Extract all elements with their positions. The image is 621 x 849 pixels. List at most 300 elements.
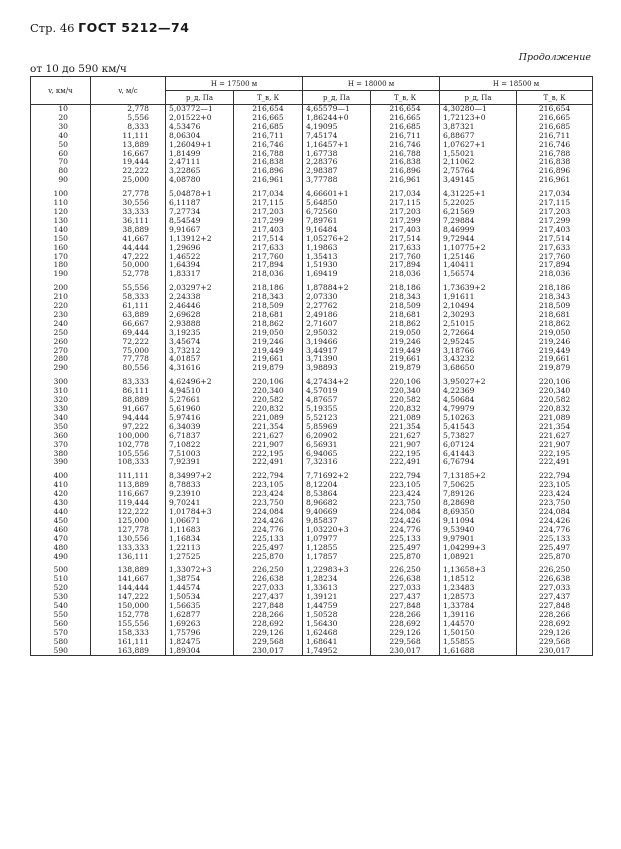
speed-ms-cell: 66,667 [91, 320, 166, 329]
speed-kmh-cell: 570 [31, 629, 91, 638]
pd-18500-cell: 1,44570 [440, 620, 517, 629]
t-18500-cell: 216,961 [517, 176, 593, 185]
pd-17500-cell: 5,03772—1 [166, 105, 234, 114]
t-17500-cell: 227,437 [234, 593, 303, 602]
pd-18000-cell: 6,94065 [303, 450, 371, 459]
pd-17500-cell: 4,31616 [166, 364, 234, 373]
table-row [31, 338, 593, 347]
col-t: T_в, К [517, 91, 593, 105]
pd-18500-cell: 7,89126 [440, 490, 517, 499]
table-row [31, 217, 593, 226]
pd-18500-cell: 6,76794 [440, 458, 517, 467]
t-18000-cell: 217,633 [371, 244, 440, 253]
pd-18500-cell: 5,41543 [440, 423, 517, 432]
pd-18000-cell: 1,33613 [303, 584, 371, 593]
t-18000-cell: 230,017 [371, 647, 440, 656]
table-row [31, 432, 593, 441]
t-18000-cell: 222,491 [371, 458, 440, 467]
pd-17500-cell: 7,10822 [166, 441, 234, 450]
speed-range: от 10 до 590 км/ч [30, 63, 127, 75]
pd-18500-cell: 1,13658+3 [440, 561, 517, 575]
t-18000-cell: 221,907 [371, 441, 440, 450]
speed-kmh-cell: 460 [31, 526, 91, 535]
t-18000-cell: 223,105 [371, 481, 440, 490]
pd-18000-cell: 2,27762 [303, 302, 371, 311]
table-row [31, 141, 593, 150]
pd-17500-cell: 5,04878+1 [166, 185, 234, 199]
pd-17500-cell: 1,82475 [166, 638, 234, 647]
pd-17500-cell: 4,08780 [166, 176, 234, 185]
t-18000-cell: 225,870 [371, 553, 440, 562]
pd-18000-cell: 5,85969 [303, 423, 371, 432]
t-18000-cell: 227,848 [371, 602, 440, 611]
speed-kmh-cell: 320 [31, 396, 91, 405]
speed-kmh-cell: 340 [31, 414, 91, 423]
pd-18000-cell: 1,86244+0 [303, 114, 371, 123]
page-number: Стр. 46 [30, 21, 75, 35]
speed-kmh-cell: 110 [31, 199, 91, 208]
table-row [31, 123, 593, 132]
t-18500-cell: 217,403 [517, 226, 593, 235]
speed-ms-cell: 86,111 [91, 387, 166, 396]
speed-ms-cell: 97,222 [91, 423, 166, 432]
t-18000-cell: 217,760 [371, 253, 440, 262]
t-18000-cell: 229,126 [371, 629, 440, 638]
t-18000-cell: 225,497 [371, 544, 440, 553]
pd-18000-cell: 1,62468 [303, 629, 371, 638]
t-18500-cell: 226,638 [517, 575, 593, 584]
table-row [31, 355, 593, 364]
t-18000-cell: 217,894 [371, 261, 440, 270]
speed-ms-cell: 136,111 [91, 553, 166, 562]
speed-kmh-cell: 540 [31, 602, 91, 611]
t-18000-cell: 229,568 [371, 638, 440, 647]
pd-17500-cell: 2,03297+2 [166, 279, 234, 293]
t-18000-cell: 217,514 [371, 235, 440, 244]
t-18500-cell: 216,788 [517, 150, 593, 159]
pd-18000-cell: 1,87884+2 [303, 279, 371, 293]
t-18500-cell: 216,665 [517, 114, 593, 123]
pd-18000-cell: 9,16484 [303, 226, 371, 235]
t-18500-cell: 221,354 [517, 423, 593, 432]
pd-17500-cell: 1,01784+3 [166, 508, 234, 517]
speed-kmh-cell: 590 [31, 647, 91, 656]
speed-kmh-cell: 410 [31, 481, 91, 490]
speed-ms-cell: 102,778 [91, 441, 166, 450]
t-17500-cell: 218,862 [234, 320, 303, 329]
pd-18500-cell: 1,07627+1 [440, 141, 517, 150]
pd-18000-cell: 1,07977 [303, 535, 371, 544]
pd-18000-cell: 4,66601+1 [303, 185, 371, 199]
t-18000-cell: 219,050 [371, 329, 440, 338]
table-row [31, 320, 593, 329]
table-row [31, 364, 593, 373]
t-18000-cell: 216,665 [371, 114, 440, 123]
pd-18500-cell: 8,28698 [440, 499, 517, 508]
speed-kmh-cell: 90 [31, 176, 91, 185]
t-17500-cell: 229,126 [234, 629, 303, 638]
t-18500-cell: 216,838 [517, 158, 593, 167]
pd-18000-cell: 1,12855 [303, 544, 371, 553]
pd-17500-cell: 2,01522+0 [166, 114, 234, 123]
speed-ms-cell: 63,889 [91, 311, 166, 320]
pd-17500-cell: 1,44574 [166, 584, 234, 593]
table-row [31, 517, 593, 526]
pd-18500-cell: 2,75764 [440, 167, 517, 176]
table-row [31, 105, 593, 114]
table-row [31, 150, 593, 159]
t-18500-cell: 220,832 [517, 405, 593, 414]
table-row [31, 423, 593, 432]
t-18000-cell: 218,036 [371, 270, 440, 279]
pd-18000-cell: 4,27434+2 [303, 373, 371, 387]
t-17500-cell: 217,760 [234, 253, 303, 262]
t-18500-cell: 221,907 [517, 441, 593, 450]
speed-kmh-cell: 210 [31, 293, 91, 302]
pd-18500-cell: 1,61688 [440, 647, 517, 656]
pd-18500-cell: 3,95027+2 [440, 373, 517, 387]
pd-18500-cell: 9,11094 [440, 517, 517, 526]
t-17500-cell: 222,491 [234, 458, 303, 467]
pd-17500-cell: 1,27525 [166, 553, 234, 562]
pd-18000-cell: 1,51930 [303, 261, 371, 270]
t-17500-cell: 221,089 [234, 414, 303, 423]
pd-18500-cell: 1,56574 [440, 270, 517, 279]
pd-18500-cell: 3,18766 [440, 347, 517, 356]
speed-kmh-cell: 30 [31, 123, 91, 132]
pd-18000-cell: 1,03220+3 [303, 526, 371, 535]
table-row [31, 293, 593, 302]
table-row [31, 396, 593, 405]
pd-17500-cell: 3,19235 [166, 329, 234, 338]
speed-kmh-cell: 510 [31, 575, 91, 584]
pd-18000-cell: 8,96682 [303, 499, 371, 508]
pd-18000-cell: 3,44917 [303, 347, 371, 356]
speed-kmh-cell: 190 [31, 270, 91, 279]
pd-18500-cell: 1,08921 [440, 553, 517, 562]
pd-17500-cell: 8,34997+2 [166, 467, 234, 481]
table-row [31, 279, 593, 293]
pd-17500-cell: 5,61960 [166, 405, 234, 414]
pd-17500-cell: 8,54549 [166, 217, 234, 226]
speed-ms-cell: 133,333 [91, 544, 166, 553]
pd-18500-cell: 5,73827 [440, 432, 517, 441]
t-18500-cell: 216,685 [517, 123, 593, 132]
speed-kmh-cell: 370 [31, 441, 91, 450]
speed-ms-cell: 141,667 [91, 575, 166, 584]
t-17500-cell: 216,961 [234, 176, 303, 185]
speed-kmh-cell: 390 [31, 458, 91, 467]
t-18000-cell: 216,896 [371, 167, 440, 176]
table-row [31, 620, 593, 629]
pd-18500-cell: 5,22025 [440, 199, 517, 208]
speed-kmh-cell: 60 [31, 150, 91, 159]
speed-ms-cell: 47,222 [91, 253, 166, 262]
table-row [31, 561, 593, 575]
pd-18000-cell: 4,57019 [303, 387, 371, 396]
pd-18000-cell: 5,64850 [303, 199, 371, 208]
pd-17500-cell: 1,69263 [166, 620, 234, 629]
pd-18000-cell: 6,20902 [303, 432, 371, 441]
pd-18500-cell: 1,23483 [440, 584, 517, 593]
t-18500-cell: 218,036 [517, 270, 593, 279]
pd-18000-cell: 3,98893 [303, 364, 371, 373]
col-alt-18500: H = 18500 м [440, 77, 593, 91]
speed-ms-cell: 2,778 [91, 105, 166, 114]
speed-ms-cell: 163,889 [91, 647, 166, 656]
t-18500-cell: 227,437 [517, 593, 593, 602]
pd-17500-cell: 9,23910 [166, 490, 234, 499]
t-17500-cell: 217,403 [234, 226, 303, 235]
t-18000-cell: 221,089 [371, 414, 440, 423]
page-header [30, 20, 189, 35]
pd-18000-cell: 1,68641 [303, 638, 371, 647]
speed-kmh-cell: 500 [31, 561, 91, 575]
t-18000-cell: 219,246 [371, 338, 440, 347]
speed-ms-cell: 25,000 [91, 176, 166, 185]
table-row [31, 270, 593, 279]
speed-ms-cell: 116,667 [91, 490, 166, 499]
speed-ms-cell: 144,444 [91, 584, 166, 593]
speed-ms-cell: 150,000 [91, 602, 166, 611]
speed-kmh-cell: 70 [31, 158, 91, 167]
t-18500-cell: 227,033 [517, 584, 593, 593]
speed-kmh-cell: 420 [31, 490, 91, 499]
speed-ms-cell: 13,889 [91, 141, 166, 150]
pd-18500-cell: 8,69350 [440, 508, 517, 517]
t-17500-cell: 226,638 [234, 575, 303, 584]
pd-18000-cell: 9,85837 [303, 517, 371, 526]
speed-kmh-cell: 300 [31, 373, 91, 387]
speed-kmh-cell: 550 [31, 611, 91, 620]
speed-kmh-cell: 360 [31, 432, 91, 441]
pd-18000-cell: 1,56430 [303, 620, 371, 629]
pd-17500-cell: 7,92391 [166, 458, 234, 467]
pd-17500-cell: 1,50534 [166, 593, 234, 602]
t-17500-cell: 225,870 [234, 553, 303, 562]
t-18500-cell: 225,497 [517, 544, 593, 553]
speed-kmh-cell: 270 [31, 347, 91, 356]
speed-kmh-cell: 130 [31, 217, 91, 226]
t-17500-cell: 227,033 [234, 584, 303, 593]
pd-17500-cell: 2,69628 [166, 311, 234, 320]
col-pd: p_д, Па [166, 91, 234, 105]
pd-17500-cell: 6,71837 [166, 432, 234, 441]
speed-kmh-cell: 180 [31, 261, 91, 270]
pd-18000-cell: 8,12204 [303, 481, 371, 490]
t-18500-cell: 219,050 [517, 329, 593, 338]
speed-ms-cell: 58,333 [91, 293, 166, 302]
pd-17500-cell: 2,24338 [166, 293, 234, 302]
speed-kmh-cell: 330 [31, 405, 91, 414]
pd-17500-cell: 7,51003 [166, 450, 234, 459]
t-18500-cell: 230,017 [517, 647, 593, 656]
t-18500-cell: 223,105 [517, 481, 593, 490]
speed-ms-cell: 61,111 [91, 302, 166, 311]
pd-17500-cell: 1,83317 [166, 270, 234, 279]
t-18500-cell: 222,794 [517, 467, 593, 481]
pd-17500-cell: 1,13912+2 [166, 235, 234, 244]
t-18000-cell: 216,746 [371, 141, 440, 150]
speed-kmh-cell: 470 [31, 535, 91, 544]
t-18000-cell: 227,033 [371, 584, 440, 593]
table-row [31, 114, 593, 123]
speed-ms-cell: 130,556 [91, 535, 166, 544]
pd-17500-cell: 1,38754 [166, 575, 234, 584]
t-18500-cell: 217,514 [517, 235, 593, 244]
table-row [31, 329, 593, 338]
table-row [31, 544, 593, 553]
t-18000-cell: 223,750 [371, 499, 440, 508]
pd-18500-cell: 4,50684 [440, 396, 517, 405]
t-18000-cell: 227,437 [371, 593, 440, 602]
pd-18500-cell: 1,10775+2 [440, 244, 517, 253]
t-18000-cell: 216,838 [371, 158, 440, 167]
t-18000-cell: 224,426 [371, 517, 440, 526]
pd-18500-cell: 1,25146 [440, 253, 517, 262]
table-row [31, 450, 593, 459]
speed-kmh-cell: 580 [31, 638, 91, 647]
pd-18500-cell: 1,55855 [440, 638, 517, 647]
table-row [31, 647, 593, 656]
pd-18500-cell: 1,40411 [440, 261, 517, 270]
pd-17500-cell: 9,91667 [166, 226, 234, 235]
t-18000-cell: 218,681 [371, 311, 440, 320]
speed-kmh-cell: 140 [31, 226, 91, 235]
speed-kmh-cell: 120 [31, 208, 91, 217]
pd-18000-cell: 9,40669 [303, 508, 371, 517]
table-row [31, 490, 593, 499]
t-18500-cell: 221,089 [517, 414, 593, 423]
t-17500-cell: 217,299 [234, 217, 303, 226]
speed-ms-cell: 19,444 [91, 158, 166, 167]
t-17500-cell: 222,794 [234, 467, 303, 481]
speed-ms-cell: 5,556 [91, 114, 166, 123]
pd-17500-cell: 1,06671 [166, 517, 234, 526]
t-18500-cell: 225,133 [517, 535, 593, 544]
speed-ms-cell: 138,889 [91, 561, 166, 575]
pd-18000-cell: 1,74952 [303, 647, 371, 656]
speed-ms-cell: 94,444 [91, 414, 166, 423]
pd-18000-cell: 4,87657 [303, 396, 371, 405]
t-18000-cell: 222,195 [371, 450, 440, 459]
pd-18000-cell: 1,39121 [303, 593, 371, 602]
pd-18000-cell: 2,49186 [303, 311, 371, 320]
speed-ms-cell: 111,111 [91, 467, 166, 481]
table-row [31, 302, 593, 311]
pd-17500-cell: 2,47111 [166, 158, 234, 167]
speed-ms-cell: 50,000 [91, 261, 166, 270]
t-18500-cell: 225,870 [517, 553, 593, 562]
t-18500-cell: 220,582 [517, 396, 593, 405]
table-row [31, 481, 593, 490]
speed-kmh-cell: 260 [31, 338, 91, 347]
table-row [31, 526, 593, 535]
pd-18000-cell: 3,77788 [303, 176, 371, 185]
t-17500-cell: 220,106 [234, 373, 303, 387]
pd-17500-cell: 8,78833 [166, 481, 234, 490]
t-17500-cell: 217,514 [234, 235, 303, 244]
speed-ms-cell: 75,000 [91, 347, 166, 356]
speed-kmh-cell: 240 [31, 320, 91, 329]
t-17500-cell: 222,195 [234, 450, 303, 459]
table-row [31, 508, 593, 517]
pd-18000-cell: 7,45174 [303, 132, 371, 141]
pd-17500-cell: 6,34039 [166, 423, 234, 432]
pd-17500-cell: 4,94510 [166, 387, 234, 396]
pd-17500-cell: 1,33072+3 [166, 561, 234, 575]
col-pd: p_д, Па [303, 91, 371, 105]
pd-18500-cell: 7,29884 [440, 217, 517, 226]
t-18000-cell: 221,354 [371, 423, 440, 432]
t-17500-cell: 219,661 [234, 355, 303, 364]
t-18500-cell: 217,034 [517, 185, 593, 199]
pd-18000-cell: 3,71390 [303, 355, 371, 364]
t-18000-cell: 216,711 [371, 132, 440, 141]
t-17500-cell: 221,627 [234, 432, 303, 441]
t-17500-cell: 217,034 [234, 185, 303, 199]
pd-17500-cell: 5,97416 [166, 414, 234, 423]
table-row [31, 629, 593, 638]
pd-17500-cell: 7,27734 [166, 208, 234, 217]
t-17500-cell: 226,250 [234, 561, 303, 575]
t-18500-cell: 218,862 [517, 320, 593, 329]
pd-18000-cell: 7,32316 [303, 458, 371, 467]
pd-18500-cell: 3,43232 [440, 355, 517, 364]
table-row [31, 244, 593, 253]
speed-ms-cell: 127,778 [91, 526, 166, 535]
table-row [31, 176, 593, 185]
speed-kmh-cell: 560 [31, 620, 91, 629]
pd-18500-cell: 1,72123+0 [440, 114, 517, 123]
pd-18000-cell: 1,50528 [303, 611, 371, 620]
t-17500-cell: 217,115 [234, 199, 303, 208]
pd-18500-cell: 6,88677 [440, 132, 517, 141]
pd-18000-cell: 1,19863 [303, 244, 371, 253]
pd-17500-cell: 1,75796 [166, 629, 234, 638]
speed-ms-cell: 77,778 [91, 355, 166, 364]
t-18500-cell: 222,195 [517, 450, 593, 459]
speed-kmh-cell: 450 [31, 517, 91, 526]
pd-17500-cell: 6,11187 [166, 199, 234, 208]
pd-17500-cell: 1,16834 [166, 535, 234, 544]
speed-ms-cell: 8,333 [91, 123, 166, 132]
speed-kmh-cell: 290 [31, 364, 91, 373]
t-18000-cell: 218,186 [371, 279, 440, 293]
t-17500-cell: 218,186 [234, 279, 303, 293]
t-18500-cell: 216,896 [517, 167, 593, 176]
table-body [31, 105, 593, 656]
pd-18000-cell: 4,19095 [303, 123, 371, 132]
pd-18500-cell: 9,53940 [440, 526, 517, 535]
t-18000-cell: 217,034 [371, 185, 440, 199]
speed-kmh-cell: 380 [31, 450, 91, 459]
pd-18500-cell: 2,72664 [440, 329, 517, 338]
speed-ms-cell: 152,778 [91, 611, 166, 620]
t-17500-cell: 220,340 [234, 387, 303, 396]
speed-ms-cell: 80,556 [91, 364, 166, 373]
table-row [31, 638, 593, 647]
pd-18000-cell: 5,52123 [303, 414, 371, 423]
pd-17500-cell: 1,46522 [166, 253, 234, 262]
t-18000-cell: 217,203 [371, 208, 440, 217]
speed-kmh-cell: 10 [31, 105, 91, 114]
standard-code: ГОСТ 5212—74 [78, 20, 190, 35]
table-row [31, 132, 593, 141]
t-18500-cell: 216,746 [517, 141, 593, 150]
pd-18000-cell: 2,71607 [303, 320, 371, 329]
pd-18500-cell: 9,72944 [440, 235, 517, 244]
